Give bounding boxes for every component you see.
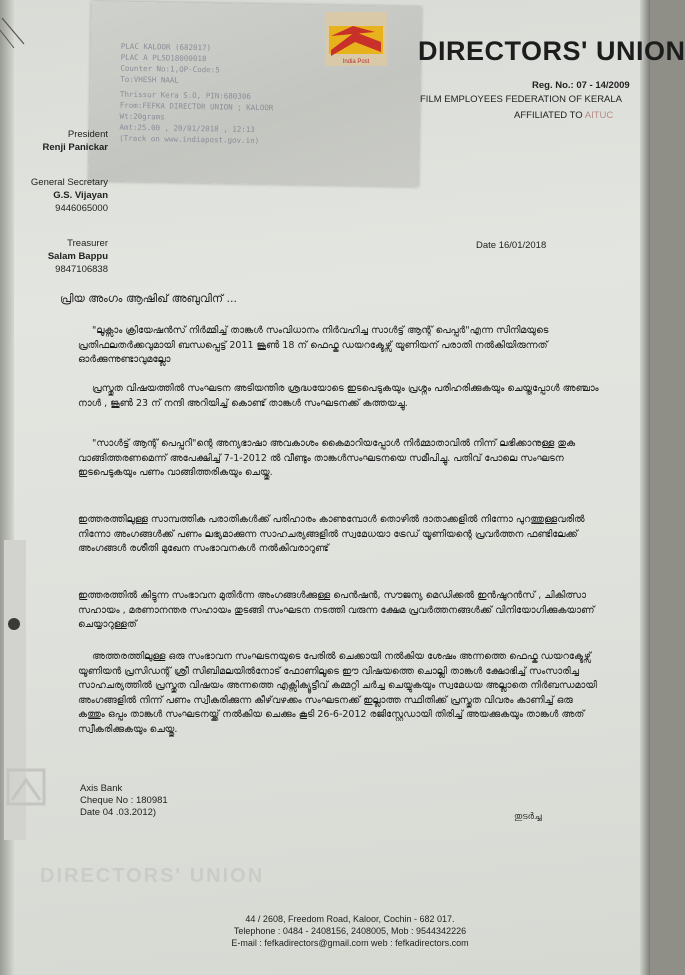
paragraph-2: പ്രസ്തുത വിഷയത്തിൽ സംഘടന അടിയന്തിര ശ്രദ്ധയോടെ ഇടപെടുകയും പ്രശ്നം പരിഹരിക്കുകയും ചെയ്തപ്പോൾ അഞ്ചാം നാൾ , ജൂൺ 23 ന് നന്ദി അറിയിച്ച് കൊണ്ട് താങ്കൾ സംഘടനക്ക് കത്തയച്ചു. xyxy=(78,383,599,409)
federation-name: FILM EMPLOYEES FEDERATION OF KERALA xyxy=(420,94,623,105)
punch-hole xyxy=(8,618,20,630)
letter-date: Date 16/01/2018 xyxy=(476,240,547,251)
cheque-date: Date 04 .03.2012) xyxy=(80,807,157,818)
affiliation xyxy=(514,110,613,121)
india-post-logo-icon xyxy=(325,12,387,66)
president-title: President xyxy=(67,129,108,140)
paragraph-1: "ലൂക്സാം ക്രിയേഷൻസ് നിർമ്മിച്ച് താങ്കൾ സംവിധാനം നിർവഹിച്ച സാൾട്ട് ആന്റ് പെപ്പർ"എന്ന സിനിമയുടെ പ്രതിഫലതർക്കവുമായി ബന്ധപ്പെട്ട് 2011 ജൂൺ 18 ന് ഫെഫ്ക ഡയറക്ടേഴ്സ് യൂണിയന് പരാതി നൽകിയിരുന്നത് ഓർക്കുന്നുണ്ടാവുമല്ലോ xyxy=(78,325,549,365)
postal-receipt-text: PLAC KALOOR (682017) PLAC A PL5D18000018 Counter No:1,OP-Code:5 To:VHESH NAAL Thrissur Kera S.O, PIN:680306 From:FEFKA DIRECTOR UNION ; KALOOR Wt:20grams Amt:25.00 , 20/01/2018 , 12:13 (Track on www.indiapost.gov.in) xyxy=(119,41,274,146)
office-bearers xyxy=(8,128,108,276)
secretary-phone: 9446065000 xyxy=(55,203,108,214)
treasurer-phone: 9847106838 xyxy=(55,264,108,275)
bank-name: Axis Bank xyxy=(80,783,123,794)
treasurer-title: Treasurer xyxy=(67,238,108,249)
continued-note: തുടർച്ച xyxy=(514,812,542,822)
footer-email-web: E-mail : fefkadirectors@gmail.com web : fefkadirectors.com xyxy=(231,938,469,948)
affiliated-body: AITUC xyxy=(584,110,614,121)
treasurer-name: Salam Bappu xyxy=(47,251,108,262)
footer-address: 44 / 2608, Freedom Road, Kaloor, Cochin - 682 017. xyxy=(245,914,455,924)
affiliated-label: AFFILIATED TO xyxy=(514,110,583,121)
registration-number: Reg. No.: 07 - 14/2009 xyxy=(532,80,630,91)
union-name: DIRECTORS' UNION xyxy=(418,36,685,66)
paragraph-5: ഇത്തരത്തിൽ കിട്ടുന്ന സംഭാവന മുതിർന്ന അംഗങ്ങൾക്കുള്ള പെൻഷൻ, സൗജന്യ മെഡിക്കൽ ഇൻഷുറൻസ് , ചികിത്സാ സഹായം , മരണാനന്തര സഹായം തുടങ്ങി സംഘടന നടത്തി വരുന്ന ക്ഷേമ പ്രവർത്തനങ്ങൾക്ക് വിനിയോഗിക്കുകയാണ് ചെയ്യാറുള്ളത് xyxy=(78,590,595,630)
watermark-film-icon xyxy=(0,540,60,840)
corner-mark xyxy=(0,0,60,60)
president-name: Renji Panickar xyxy=(42,142,108,153)
paragraph-6: അത്തരത്തിലുള്ള ഒരു സംഭാവന സംഘടനയുടെ പേരിൽ ചെക്കായി നൽകിയ ശേഷം അന്നത്തെ ഫെഫ്ക ഡയറക്ടേഴ്സ് യൂണിയൻ പ്രസിഡന്റ് ശ്രീ സിബിമലയിൽനോട് ഫോണിലൂടെ ഈ വിഷയത്തെ ചൊല്ലി താങ്കൾ ക്ഷോഭിച്ച് സംസാരിച്ച സാഹചര്യത്തിൽ പ്രസ്തുത വിഷയം അന്നത്തെ എക്സിക്യൂട്ടീവ് കമ്മറ്റി ചർച്ച ചെയ്യുകയും സ്വമേധയ അല്ലാതെ നിർബന്ധമായി അംഗങ്ങളിൽ നിന്ന് പണം സ്വീകരിക്കുന്ന കീഴ്‌വഴക്കം സംഘടനക്ക് ഇല്ലാത്ത സ്ഥിതിക്ക് പ്രസ്തുത വിവരം കാണിച്ച് ഒരു കത്തും ഒപ്പം താങ്കൾ സംഘടനയ്ക്ക് നൽകിയ ചെക്കും കൂടി 26-6-2012 രജിസ്റ്റേഡായി തിരിച്ച് അയക്കുകയും താങ്കൾ അത് സ്വീകരിക്കുകയും ചെയ്തു. xyxy=(78,651,597,735)
paragraph-4: ഇത്തരത്തിലുള്ള സാമ്പത്തിക പരാതികൾക്ക് പരിഹാരം കാണുമ്പോൾ തൊഴിൽ ദാതാക്കളിൽ നിന്നോ പുറത്തുള്ളവരിൽ നിന്നോ അംഗങ്ങൾക്ക് പണം ലഭ്യമാക്കുന്ന സാഹചര്യങ്ങളിൽ സ്വമേധയാ ട്രേഡ് യൂണിയന്റെ പ്രവർത്തന ഫണ്ടിലേക്ക് അംഗങ്ങൾ രശീതി മുഖേന സംഭാവനകൾ നൽകിവരാറുണ്ട് xyxy=(78,514,585,554)
secretary-name: G.S. Vijayan xyxy=(53,190,108,201)
cheque-number: Cheque No : 180981 xyxy=(80,795,168,806)
salutation: പ്രിയ അംഗം ആഷിഖ് അബുവിന് ... xyxy=(60,292,238,305)
page-right-shadow xyxy=(640,0,650,975)
footer-telephone: Telephone : 0484 - 2408156, 2408005, Mob : 9544342226 xyxy=(233,926,467,936)
footer-contact xyxy=(160,913,540,949)
watermark-text: DIRECTORS' UNION xyxy=(40,865,265,887)
cheque-details xyxy=(80,783,168,819)
paragraph-3: "സാൾട്ട് ആന്റ് പെപ്പറി"ന്റെ അന്യഭാഷാ അവകാശം കൈമാറിയപ്പോൾ നിർമ്മാതാവിൽ നിന്ന് ലഭിക്കാനുള്ള തുക വാങ്ങിത്തരണമെന്ന് അപേക്ഷിച്ച് 7-1-2012 ൽ വീണ്ടും താങ്കൾസംഘടനയെ സമീപിച്ചു. പതിവ് പോലെ സംഘടന ഇടപെടുകയും പണം വാങ്ങിത്തരികയും ചെയ്തു. xyxy=(78,438,576,478)
svg-text:India Post: India Post xyxy=(342,59,370,65)
secretary-title: General Secretary xyxy=(30,177,108,188)
